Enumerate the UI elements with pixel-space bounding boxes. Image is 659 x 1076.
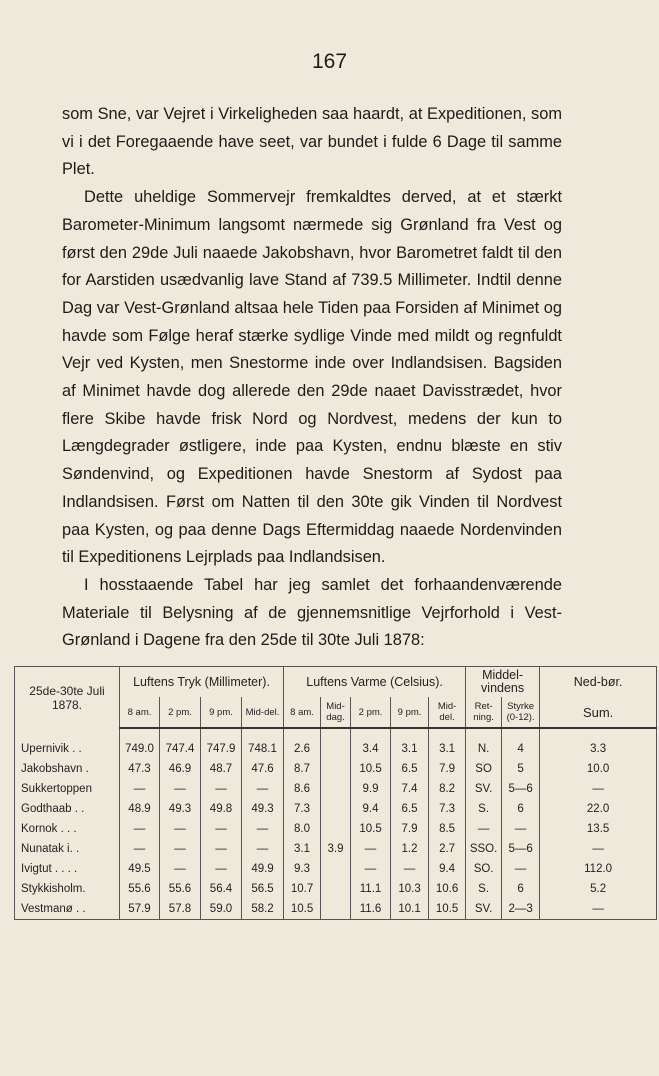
precip-sum-cell: 5.2 (540, 879, 657, 899)
temp-noon-cell (321, 899, 351, 920)
wind-direction-header: Ret-ning. (466, 697, 502, 728)
precip-group-header: Ned-bør. (540, 667, 657, 698)
pressure-8am-cell: — (120, 819, 160, 839)
paragraph-1: som Sne, var Vejret i Virkeligheden saa haardt, at Expeditionen, som vi i det Foregaaende have seet, var bundet i fulde 6 Dage til samme Plet. (62, 105, 562, 179)
temp-mean-cell: 10.6 (429, 879, 466, 899)
temp-8am-cell: 2.6 (284, 728, 321, 759)
temp-9pm-cell: 7.9 (391, 819, 429, 839)
temp-noon-cell (321, 819, 351, 839)
corner-line-1: 25de-30te Juli (29, 683, 105, 698)
station-name: Nunatak i. . (15, 839, 120, 859)
station-name: Upernivik . . (15, 728, 120, 759)
table-row (15, 879, 657, 899)
weather-table-wrap (14, 666, 656, 920)
wind-direction-cell: S. (466, 799, 502, 819)
temp-2pm-header: 2 pm. (351, 697, 391, 728)
pressure-9pm-cell: — (201, 819, 242, 839)
wind-direction-cell: SV. (466, 779, 502, 799)
temp-8am-cell: 10.7 (284, 879, 321, 899)
pressure-9pm-header: 9 pm. (201, 697, 242, 728)
temp-8am-header: 8 am. (284, 697, 321, 728)
table-row (15, 728, 657, 759)
wind-direction-cell: SO (466, 759, 502, 779)
pressure-8am-cell: — (120, 779, 160, 799)
wind-strength-cell: — (502, 859, 540, 879)
temp-noon-header: Mid-dag. (321, 697, 351, 728)
temp-9pm-cell: 6.5 (391, 759, 429, 779)
temp-9pm-cell: 1.2 (391, 839, 429, 859)
precip-sum-cell: — (540, 899, 657, 920)
temp-2pm-cell: — (351, 859, 391, 879)
temp-2pm-cell: 10.5 (351, 819, 391, 839)
precip-sum-cell: 3.3 (540, 728, 657, 759)
table-row (15, 759, 657, 779)
wind-group-header: Middel-vindens (466, 667, 540, 698)
page-number: 167 (311, 50, 348, 73)
temp-noon-cell: 3.9 (321, 839, 351, 859)
pressure-2pm-cell: 747.4 (160, 728, 201, 759)
temp-8am-cell: 8.7 (284, 759, 321, 779)
temp-9pm-cell: 10.1 (391, 899, 429, 920)
temp-2pm-cell: 3.4 (351, 728, 391, 759)
wind-strength-cell: 6 (502, 879, 540, 899)
pressure-2pm-cell: 46.9 (160, 759, 201, 779)
temp-9pm-cell: — (391, 859, 429, 879)
table-row (15, 799, 657, 819)
wind-strength-cell: 2—3 (502, 899, 540, 920)
pressure-2pm-cell: — (160, 779, 201, 799)
wind-strength-cell: 5—6 (502, 779, 540, 799)
pressure-mean-cell: 47.6 (242, 759, 284, 779)
wind-direction-cell: S. (466, 879, 502, 899)
temp-9pm-cell: 7.4 (391, 779, 429, 799)
temp-8am-cell: 8.6 (284, 779, 321, 799)
table-row (15, 819, 657, 839)
temp-noon-cell (321, 859, 351, 879)
pressure-group-header: Luftens Tryk (Millimeter). (120, 667, 284, 698)
pressure-9pm-cell: 747.9 (201, 728, 242, 759)
precip-sum-cell: — (540, 779, 657, 799)
corner-line-2: 1878. (51, 697, 83, 712)
temp-noon-cell (321, 728, 351, 759)
pressure-9pm-cell: 56.4 (201, 879, 242, 899)
temp-mean-cell: 3.1 (429, 728, 466, 759)
pressure-8am-header: 8 am. (120, 697, 160, 728)
pressure-9pm-cell: — (201, 859, 242, 879)
temp-8am-cell: 9.3 (284, 859, 321, 879)
pressure-2pm-cell: — (160, 819, 201, 839)
table-row (15, 859, 657, 879)
precip-sum-header: Sum. (540, 697, 657, 728)
temp-8am-cell: 8.0 (284, 819, 321, 839)
precip-sum-cell: 22.0 (540, 799, 657, 819)
table-corner-header (15, 667, 120, 729)
pressure-mean-cell: — (242, 819, 284, 839)
precip-sum-cell: 13.5 (540, 819, 657, 839)
temp-2pm-cell: 9.9 (351, 779, 391, 799)
station-name: Jakobshavn . (15, 759, 120, 779)
temp-noon-cell (321, 779, 351, 799)
wind-strength-header: Styrke (0-12). (502, 697, 540, 728)
wind-direction-cell: SV. (466, 899, 502, 920)
temperature-group-header: Luftens Varme (Celsius). (284, 667, 466, 698)
pressure-2pm-cell: 57.8 (160, 899, 201, 920)
temp-mean-header: Mid-del. (429, 697, 466, 728)
temp-noon-cell (321, 759, 351, 779)
temp-mean-cell: 9.4 (429, 859, 466, 879)
pressure-9pm-cell: — (201, 839, 242, 859)
pressure-mean-cell: 56.5 (242, 879, 284, 899)
temp-2pm-cell: — (351, 839, 391, 859)
station-name: Stykkisholm. (15, 879, 120, 899)
wind-strength-cell: — (502, 819, 540, 839)
paragraph-2: Dette uheldige Sommervejr fremkaldtes derved, at et stærkt Barometer-Minimum langsomt nærmede sig Grønland fra Vest og først den 29de Juli naaede Jakobshavn, hvor Barometret faldt til den for Aarstiden usædvanlig lave Stand af 739.5 Millimeter. Indtil denne Dag var Vest-Grønland altsaa hele Tiden paa Forsiden af Minimet og havde som Følge heraf stærke sydlige Vinde med mildt og regnfuldt Vejr ved Kysten, men Snestorme inde over Indlandsisen. Bagsiden af Minimet havde dog allerede den 29de naaet Davisstrædet, hvor flere Skibe havde frisk Nord og Nordvest, medens der kun to Længdegrader østligere, inde paa Kysten, endnu blæste en stiv Søndenvind, og Expeditionen havde Snestorm af Sydost paa Indlandsisen. Først om Natten til den 30te gik Vinden til Nordvest paa Kysten, og paa denne Dags Eftermiddag naaede Nordenvinden til Expeditionens Lejrplads paa Indlandsisen. (62, 188, 562, 567)
temp-9pm-header: 9 pm. (391, 697, 429, 728)
pressure-8am-cell: 49.5 (120, 859, 160, 879)
table-row (15, 779, 657, 799)
temp-mean-cell: 7.3 (429, 799, 466, 819)
precip-sum-cell: 10.0 (540, 759, 657, 779)
temp-2pm-cell: 11.1 (351, 879, 391, 899)
body-text (62, 101, 562, 655)
station-name: Ivigtut . . . . (15, 859, 120, 879)
pressure-mean-cell: 58.2 (242, 899, 284, 920)
pressure-mean-cell: — (242, 839, 284, 859)
station-name: Kornok . . . (15, 819, 120, 839)
temp-mean-cell: 7.9 (429, 759, 466, 779)
pressure-9pm-cell: 49.8 (201, 799, 242, 819)
pressure-9pm-cell: — (201, 779, 242, 799)
temp-2pm-cell: 9.4 (351, 799, 391, 819)
wind-direction-cell: N. (466, 728, 502, 759)
pressure-8am-cell: 48.9 (120, 799, 160, 819)
pressure-8am-cell: 55.6 (120, 879, 160, 899)
temp-9pm-cell: 3.1 (391, 728, 429, 759)
temp-9pm-cell: 6.5 (391, 799, 429, 819)
wind-direction-cell: SO. (466, 859, 502, 879)
wind-strength-cell: 6 (502, 799, 540, 819)
temp-8am-cell: 7.3 (284, 799, 321, 819)
pressure-mean-cell: — (242, 779, 284, 799)
temp-mean-cell: 10.5 (429, 899, 466, 920)
table-body (15, 728, 657, 920)
table-row (15, 899, 657, 920)
pressure-2pm-cell: — (160, 859, 201, 879)
table-row (15, 839, 657, 859)
temp-mean-cell: 8.5 (429, 819, 466, 839)
station-name: Vestmanø . . (15, 899, 120, 920)
pressure-9pm-cell: 59.0 (201, 899, 242, 920)
pressure-mean-cell: 49.9 (242, 859, 284, 879)
station-name: Sukkertoppen (15, 779, 120, 799)
temp-noon-cell (321, 879, 351, 899)
temp-2pm-cell: 11.6 (351, 899, 391, 920)
pressure-8am-cell: 57.9 (120, 899, 160, 920)
temp-mean-cell: 8.2 (429, 779, 466, 799)
temp-9pm-cell: 10.3 (391, 879, 429, 899)
wind-direction-cell: SSO. (466, 839, 502, 859)
pressure-8am-cell: 749.0 (120, 728, 160, 759)
pressure-9pm-cell: 48.7 (201, 759, 242, 779)
paragraph-3: I hosstaaende Tabel har jeg samlet det forhaandenværende Materiale til Belysning af de gjennemsnitlige Vejrforhold i Vest-Grønland i Dagene fra den 25de til 30te Juli 1878: (62, 575, 562, 650)
precip-sum-cell: 112.0 (540, 859, 657, 879)
pressure-8am-cell: 47.3 (120, 759, 160, 779)
pressure-2pm-cell: — (160, 839, 201, 859)
temp-8am-cell: 3.1 (284, 839, 321, 859)
weather-table (14, 666, 657, 920)
precip-sum-cell: — (540, 839, 657, 859)
pressure-mean-cell: 748.1 (242, 728, 284, 759)
temp-2pm-cell: 10.5 (351, 759, 391, 779)
temp-8am-cell: 10.5 (284, 899, 321, 920)
station-name: Godthaab . . (15, 799, 120, 819)
temp-noon-cell (321, 799, 351, 819)
pressure-2pm-cell: 55.6 (160, 879, 201, 899)
wind-direction-cell: — (466, 819, 502, 839)
pressure-8am-cell: — (120, 839, 160, 859)
wind-strength-cell: 5 (502, 759, 540, 779)
pressure-2pm-header: 2 pm. (160, 697, 201, 728)
wind-strength-cell: 5—6 (502, 839, 540, 859)
pressure-mean-cell: 49.3 (242, 799, 284, 819)
temp-mean-cell: 2.7 (429, 839, 466, 859)
pressure-2pm-cell: 49.3 (160, 799, 201, 819)
wind-strength-cell: 4 (502, 728, 540, 759)
pressure-mean-header: Mid-del. (242, 697, 284, 728)
